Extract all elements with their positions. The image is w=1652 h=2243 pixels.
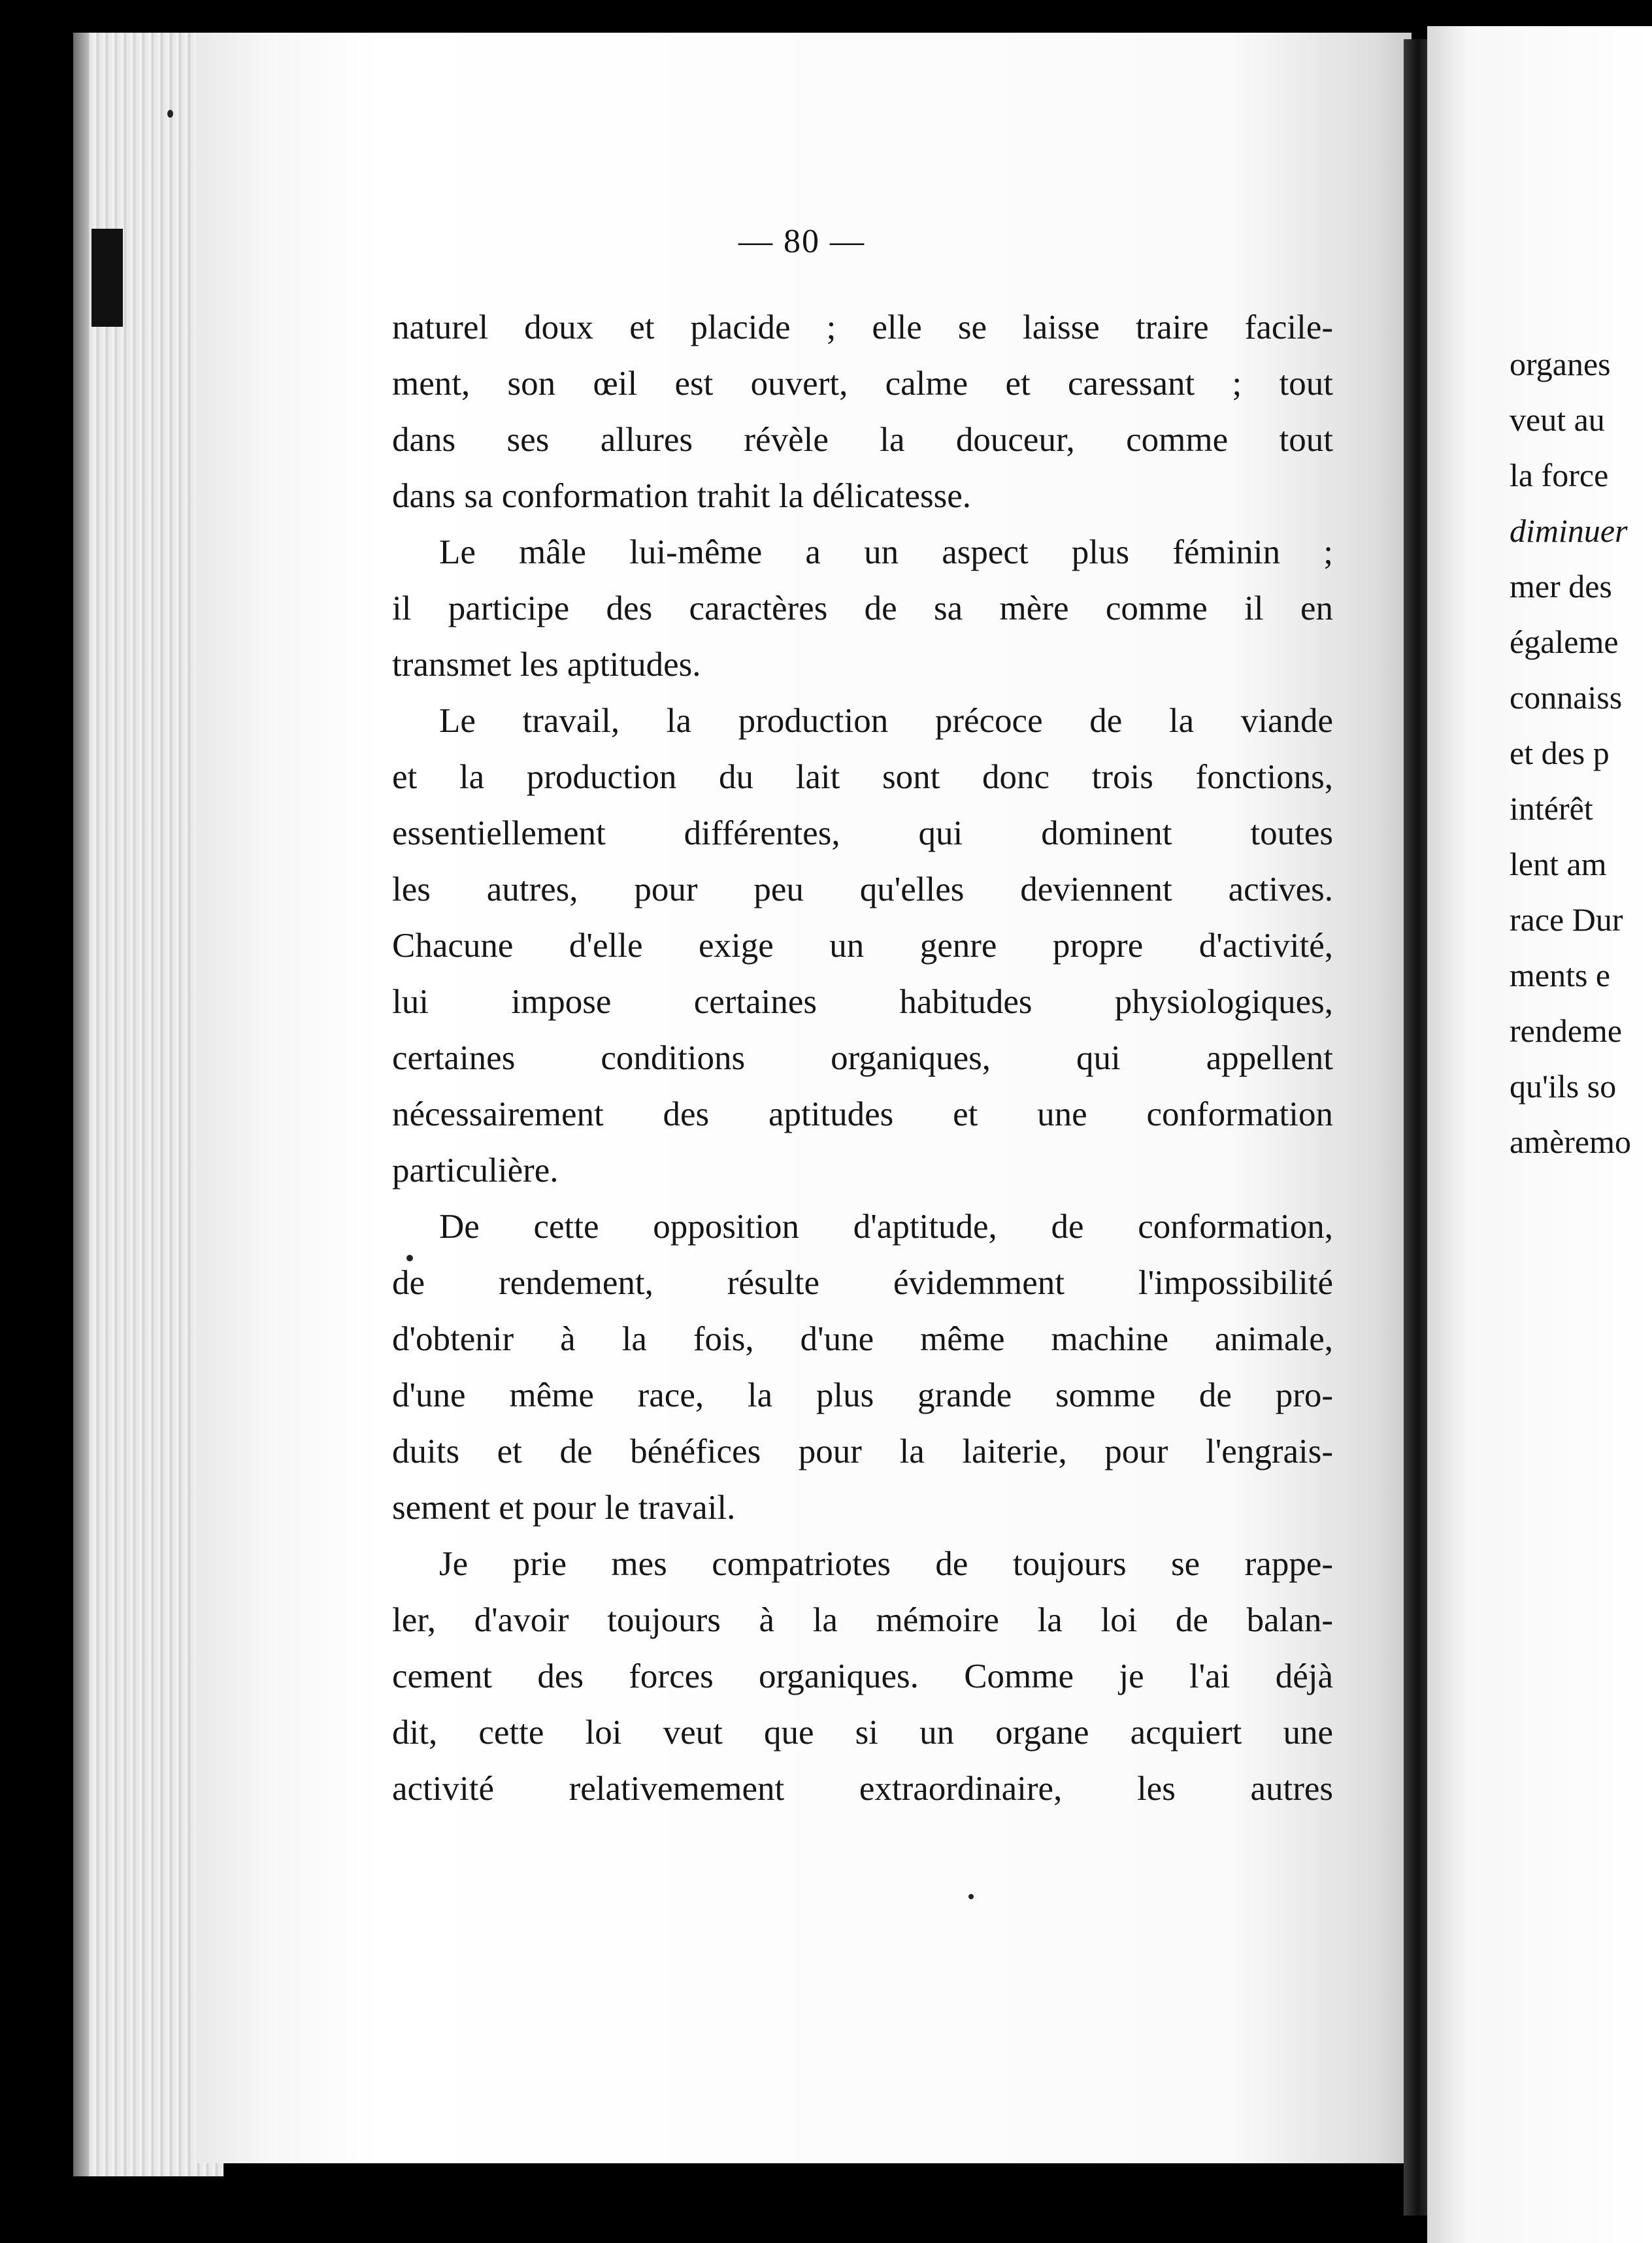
right-text-fragment: et des p bbox=[1510, 735, 1610, 771]
text-line: ment, son œil est ouvert, calme et caressant ; tout bbox=[392, 365, 1333, 403]
right-text-fragment: ments e bbox=[1510, 957, 1611, 993]
text-line: de rendement, résulte évidemment l'impossibilité bbox=[392, 1264, 1333, 1302]
text-line: dans ses allures révèle la douceur, comme tout bbox=[392, 421, 1333, 459]
text-line: duits et de bénéfices pour la laiterie, pour l'engrais- bbox=[392, 1433, 1333, 1470]
text-line: sement et pour le travail. bbox=[392, 1489, 736, 1527]
text-line: certaines conditions organiques, qui appellent bbox=[392, 1039, 1333, 1077]
text-line: activité relativemement extraordinaire, les autres bbox=[392, 1770, 1333, 1808]
text-line: lui impose certaines habitudes physiologiques, bbox=[392, 983, 1333, 1021]
right-text-fragment: la force bbox=[1510, 457, 1609, 493]
right-text-fragment: intérêt bbox=[1510, 790, 1593, 827]
right-text-fragment: lent am bbox=[1510, 846, 1607, 882]
ink-speck bbox=[406, 1255, 413, 1261]
text-line: dit, cette loi veut que si un organe acquiert une bbox=[392, 1714, 1333, 1752]
text-line: d'une même race, la plus grande somme de pro- bbox=[392, 1376, 1333, 1414]
text-line: les autres, pour peu qu'elles deviennent actives. bbox=[392, 871, 1333, 908]
text-line: ler, d'avoir toujours à la mémoire la loi de balan- bbox=[392, 1601, 1333, 1639]
text-line: Le mâle lui-même a un aspect plus féminin ; bbox=[439, 533, 1333, 571]
text-line: dans sa conformation trahit la délicatesse. bbox=[392, 477, 971, 515]
left-page-text bbox=[392, 299, 1333, 1817]
text-line: particulière. bbox=[392, 1152, 559, 1189]
right-text-fragment: organes bbox=[1510, 346, 1611, 382]
right-text-fragment: mer des bbox=[1510, 568, 1612, 605]
page-number: — 80 — bbox=[738, 223, 865, 260]
text-line: essentiellement différentes, qui dominent toutes bbox=[392, 814, 1333, 852]
text-line: d'obtenir à la fois, d'une même machine animale, bbox=[392, 1320, 1333, 1358]
text-line: nécessairement des aptitudes et une conformation bbox=[392, 1095, 1333, 1133]
text-line: et la production du lait sont donc trois fonctions, bbox=[392, 758, 1333, 796]
right-text-fragment: rendeme bbox=[1510, 1012, 1623, 1049]
right-text-fragment: qu'ils so bbox=[1510, 1068, 1617, 1105]
text-line: transmet les aptitudes. bbox=[392, 646, 701, 684]
text-line: Le travail, la production précoce de la viande bbox=[439, 702, 1333, 740]
book-gutter bbox=[1404, 39, 1427, 2216]
text-line: Je prie mes compatriotes de toujours se rappe- bbox=[439, 1545, 1333, 1583]
right-text-fragment: diminuer bbox=[1510, 512, 1628, 549]
binding-tab bbox=[91, 229, 123, 327]
page-edges-shadow bbox=[73, 33, 89, 2176]
text-line: naturel doux et placide ; elle se laisse traire facile- bbox=[392, 308, 1333, 346]
right-text-fragment: veut au bbox=[1510, 401, 1605, 438]
text-line: Chacune d'elle exige un genre propre d'activité, bbox=[392, 927, 1333, 965]
right-page-text-fragments bbox=[1510, 337, 1631, 1170]
right-text-fragment: connaiss bbox=[1510, 679, 1623, 716]
ink-speck bbox=[968, 1894, 974, 1899]
right-text-fragment: race Dur bbox=[1510, 901, 1623, 938]
text-line: De cette opposition d'aptitude, de conformation, bbox=[439, 1208, 1333, 1246]
right-text-fragment: amèremo bbox=[1510, 1123, 1632, 1160]
text-line: il participe des caractères de sa mère comme il en bbox=[392, 590, 1333, 627]
text-line: cement des forces organiques. Comme je l'ai déjà bbox=[392, 1657, 1333, 1695]
right-text-fragment: égaleme bbox=[1510, 623, 1619, 660]
ink-speck bbox=[167, 110, 173, 118]
